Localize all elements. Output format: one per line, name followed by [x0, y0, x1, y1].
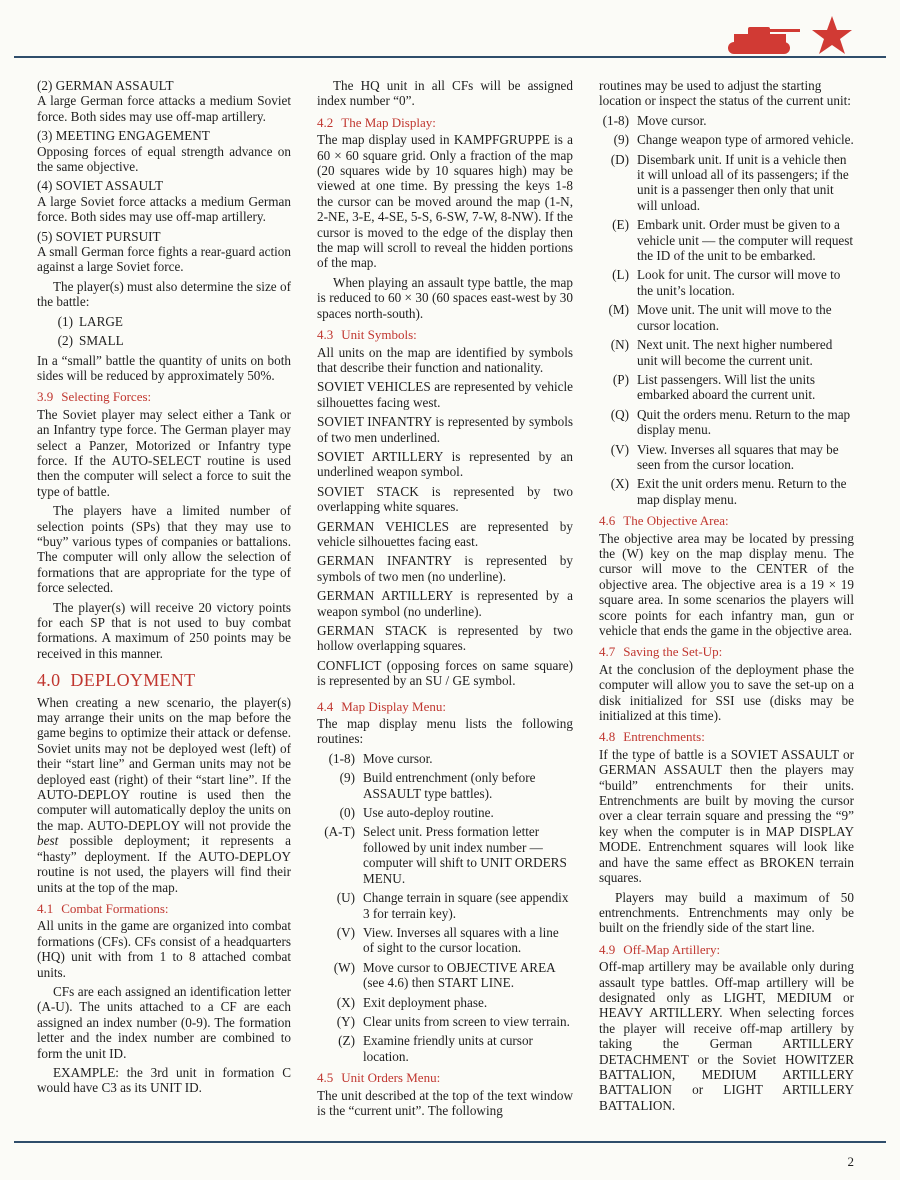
- logo: [720, 14, 860, 58]
- section-title: Unit Symbols:: [341, 327, 417, 343]
- section-heading-4-0: [37, 670, 291, 691]
- item-text: Examine friendly units at cursor location.: [363, 1033, 533, 1064]
- section-heading-4-7: [599, 644, 854, 659]
- section-title: Selecting Forces:: [61, 389, 152, 405]
- paragraph: The Soviet player may select either a Tank or an Infantry type force. The German player may select a Panzer, Motorized or Infantry type force. If the AUTO-SELECT routine is used then the computer will select a force to suit the type of battle.: [37, 406, 291, 499]
- item-key: (2): [57, 333, 73, 349]
- section-heading-4-6: [599, 513, 854, 528]
- section-title: DEPLOYMENT: [70, 670, 196, 691]
- section-number: 4.0: [37, 670, 61, 691]
- section-title: Entrenchments:: [623, 729, 705, 745]
- list-item: [599, 302, 854, 333]
- paragraph: In a “small” battle the quantity of units on both sides will be reduced by approximately 50%.: [37, 352, 291, 383]
- section-title: Combat Formations:: [61, 900, 169, 916]
- map-display-menu-list: [317, 751, 573, 1064]
- list-item: [317, 960, 573, 991]
- item-text: LARGE: [79, 313, 123, 329]
- heading-meeting-engagement: (3) MEETING ENGAGEMENT: [37, 128, 210, 144]
- paragraph: Opposing forces of equal strength advance on the same objective.: [37, 143, 291, 175]
- bottom-rule: [14, 1141, 886, 1143]
- text-run: When creating a new scenario, the player(s) may arrange their units on the map before the game begins to optimize their attack or defense. Soviet units may not be deployed west (left) of their “start line” and German units may not be deployed east (right) of their “start line”. If the AUTO-DEPLOY routine is used then the computer will automatically deploy the units on the map. AUTO-DEPLOY will not provide the: [37, 694, 291, 833]
- list-item: [599, 113, 854, 128]
- symbol-description: GERMAN ARTILLERY is represented by a weapon symbol (no underline).: [317, 588, 573, 619]
- list-item: [317, 925, 573, 956]
- item-text: Clear units from screen to view terrain.: [363, 1013, 570, 1029]
- list-item: [37, 333, 291, 348]
- section-number: 4.1: [37, 900, 54, 916]
- item-text: Select unit. Press formation letter followed by unit index number — computer will shift to UNIT ORDERS MENU.: [363, 824, 567, 886]
- item-text: Look for unit. The cursor will move to the unit’s location.: [637, 267, 841, 298]
- list-item: [317, 890, 573, 921]
- paragraph: The player(s) will receive 20 victory points for each SP that is not used to buy combat formations. A maximum of 250 points may be received in this manner.: [37, 599, 291, 661]
- item-key: (Y): [336, 1013, 355, 1029]
- column-2: [317, 78, 573, 1122]
- item-key: (0): [339, 805, 355, 821]
- symbol-description: GERMAN STACK is represented by two hollow overlapping squares.: [317, 623, 573, 654]
- paragraph: A large German force attacks a medium Soviet force. Both sides may use off-map artillery.: [37, 93, 291, 124]
- item-text: Embark unit. Order must be given to a vehicle unit — the computer will request the ID of the unit to be embarked.: [637, 217, 854, 264]
- paragraph: The map display menu lists the following routines:: [317, 716, 573, 747]
- symbol-description: CONFLICT (opposing forces on same square) is represented by an SU / GE symbol.: [317, 657, 573, 689]
- list-item: [317, 805, 573, 820]
- paragraph: All units in the game are organized into combat formations (CFs). CFs consist of a headquarters (HQ) unit with from 1 to 8 attached combat units.: [37, 918, 291, 980]
- item-key: (U): [336, 890, 355, 906]
- section-title: Off-Map Artillery:: [623, 941, 721, 957]
- heading-soviet-assault: (4) SOVIET ASSAULT: [37, 178, 164, 194]
- list-item: [317, 1033, 573, 1064]
- item-text: Change weapon type of armored vehicle.: [637, 132, 854, 148]
- item-text: Build entrenchment (only before ASSAULT type battles).: [363, 770, 536, 801]
- section-number: 4.7: [599, 644, 616, 660]
- list-item: [599, 372, 854, 403]
- item-key: (Q): [610, 406, 629, 422]
- item-text: Exit deployment phase.: [363, 994, 488, 1010]
- item-key: (V): [336, 924, 355, 940]
- section-number: 4.5: [317, 1070, 334, 1086]
- list-item: [599, 476, 854, 507]
- section-heading-4-9: [599, 942, 854, 957]
- item-text: View. Inverses all squares with a line of sight to the cursor location.: [363, 924, 559, 956]
- battle-size-list: [37, 314, 291, 349]
- section-heading-4-8: [599, 729, 854, 744]
- unit-orders-menu-list: [599, 113, 854, 507]
- emphasis: best: [37, 833, 59, 849]
- list-item: [599, 217, 854, 263]
- item-key: (N): [610, 337, 629, 353]
- item-text: Exit the unit orders menu. Return to the map display menu.: [637, 476, 847, 507]
- list-item: [317, 751, 573, 766]
- column-1: [37, 78, 291, 1100]
- item-key: (9): [339, 770, 355, 786]
- section-title: Saving the Set-Up:: [623, 644, 723, 660]
- item-text: Quit the orders menu. Return to the map display menu.: [637, 406, 851, 438]
- section-number: 4.9: [599, 941, 616, 957]
- item-key: (P): [612, 371, 629, 387]
- section-number: 3.9: [37, 389, 54, 405]
- heading-soviet-pursuit: (5) SOVIET PURSUIT: [37, 228, 161, 244]
- item-key: (L): [612, 267, 629, 283]
- item-text: Change terrain in square (see appendix 3 for terrain key).: [363, 890, 569, 921]
- item-key: (X): [336, 994, 355, 1010]
- section-heading-4-3: [317, 327, 573, 342]
- item-text: Move cursor to OBJECTIVE AREA (see 4.6) then START LINE.: [363, 959, 555, 991]
- item-key: (V): [610, 441, 629, 457]
- item-key: (1): [57, 313, 73, 329]
- item-text: SMALL: [79, 333, 124, 349]
- paragraph: The map display used in KAMPFGRUPPE is a 60 × 60 square grid. Only a fraction of the map (20 squares wide by 10 squares high) may be viewed at one time. By pressing the keys 1-8 the cursor can be moved around the map (1-N, 2-NE, 3-E, 4-SE, 5-S, 6-SW, 7-W, 8-NW). If the cursor is moved to the edge of the display then the map will scroll to reveal the hidden portions of the map.: [317, 132, 573, 271]
- paragraph: The HQ unit in all CFs will be assigned index number “0”.: [317, 78, 573, 109]
- item-text: Use auto-deploy routine.: [363, 805, 494, 821]
- item-text: Move cursor.: [363, 750, 433, 766]
- section-heading-4-2: [317, 115, 573, 130]
- list-item: [599, 442, 854, 473]
- item-key: (Z): [338, 1033, 355, 1049]
- item-text: View. Inverses all squares that may be seen from the cursor location.: [637, 441, 839, 472]
- paragraph: The players have a limited number of selection points (SPs) that they may use to “buy” various types of companies or battalions. The computer will only allow the selection of formations that are appropriate for the type of force selected.: [37, 503, 291, 596]
- item-key: (E): [612, 217, 629, 233]
- section-title: The Map Display:: [341, 114, 436, 130]
- list-item: [599, 407, 854, 438]
- paragraph: At the conclusion of the deployment phase the computer will allow you to save the set-up on a disk initialized for SSI use (disks may be initialized at this time).: [599, 661, 854, 724]
- item-text: Next unit. The next higher numbered unit will become the current unit.: [637, 337, 833, 368]
- item-key: (X): [610, 476, 629, 492]
- text-run: possible deployment; it represents a “hasty” deployment. If the AUTO-DEPLOY routine is not used, the players will find their units at the top of the map.: [37, 833, 291, 895]
- paragraph: routines may be used to adjust the starting location or inspect the status of the current unit:: [599, 78, 851, 109]
- section-heading-4-1: [37, 901, 291, 916]
- symbol-description: SOVIET INFANTRY is represented by symbols of two men underlined.: [317, 414, 573, 445]
- paragraph: Off-map artillery may be available only during assault type battles. Off-map artillery will be designated only as LIGHT, MEDIUM or HEAVY ARTILLERY. When selecting forces the player will receive off-map artillery by taking the German ARTILLERY DETACHMENT or the Soviet HOWITZER BATTALION, MEDIUM ARTILLERY BATTALION or LIGHT ARTILLERY BATTALION.: [599, 959, 854, 1113]
- paragraph: EXAMPLE: the 3rd unit in formation C would have C3 as its UNIT ID.: [37, 1064, 291, 1096]
- symbol-description: SOVIET VEHICLES are represented by vehicle silhouettes facing west.: [317, 379, 573, 410]
- section-title: Unit Orders Menu:: [341, 1070, 441, 1086]
- symbol-description: GERMAN VEHICLES are represented by vehicle silhouettes facing east.: [317, 518, 573, 549]
- section-heading-4-4: [317, 699, 573, 714]
- list-item: [317, 995, 573, 1010]
- item-key: (1-8): [602, 112, 629, 128]
- paragraph: Players may build a maximum of 50 entrenchments. Entrenchments may only be built on the friendly side of the start line.: [599, 889, 854, 936]
- item-key: (A-T): [324, 824, 355, 840]
- item-text: Move unit. The unit will move to the cursor location.: [637, 302, 832, 333]
- paragraph: CFs are each assigned an identification letter (A-U). The units attached to a CF are each assigned an index number (0-9). The formation letter and the index number are combined to form the unit ID.: [37, 983, 291, 1061]
- item-key: (9): [613, 132, 629, 148]
- section-heading-4-5: [317, 1070, 573, 1085]
- item-key: (1-8): [328, 750, 355, 766]
- paragraph: All units on the map are identified by symbols that describe their function and nationality.: [317, 344, 573, 375]
- item-key: (W): [333, 959, 355, 975]
- item-text: Move cursor.: [637, 112, 707, 128]
- section-title: Map Display Menu:: [341, 698, 446, 714]
- section-number: 4.8: [599, 729, 616, 745]
- column-3: [599, 78, 854, 1117]
- list-item: [317, 1014, 573, 1029]
- section-heading-3-9: [37, 389, 291, 404]
- section-number: 4.3: [317, 327, 334, 343]
- paragraph: A large Soviet force attacks a medium German force. Both sides may use off-map artillery.: [37, 193, 291, 225]
- heading-german-assault: (2) GERMAN ASSAULT: [37, 78, 174, 93]
- item-key: (M): [608, 302, 629, 318]
- paragraph: The player(s) must also determine the size of the battle:: [37, 278, 291, 310]
- item-text: Disembark unit. If unit is a vehicle then it will unload all of its passengers; if the unit is a passenger then only that unit will unload.: [637, 151, 849, 213]
- list-item: [599, 152, 854, 214]
- symbol-description: GERMAN INFANTRY is represented by symbols of two men (no underline).: [317, 553, 573, 584]
- item-key: (D): [610, 151, 629, 167]
- list-item: [599, 267, 854, 298]
- list-item: [317, 770, 573, 801]
- item-text: List passengers. Will list the units embarked aboard the current unit.: [637, 371, 816, 403]
- paragraph: If the type of battle is a SOVIET ASSAULT or GERMAN ASSAULT then the players may “build” entrenchments for their units. Entrenchments are built by moving the cursor over a clear terrain square and pressing the “9” key when the computer is in MAP DISPLAY MODE. Entrenchment squares will look like and have the same effect as BROKEN terrain squares.: [599, 746, 854, 886]
- section-number: 4.6: [599, 513, 616, 529]
- section-number: 4.4: [317, 698, 334, 714]
- tank-icon: [728, 27, 800, 54]
- list-item: [599, 132, 854, 147]
- paragraph: The objective area may be located by pressing the (W) key on the map display menu. The cursor will move to the CENTER of the objective area. The objective area is a 19 × 19 square area. In some scenarios the players will score points for each infantry man, gun or vehicle that ends the game in the objective area.: [599, 530, 854, 638]
- page-number: 2: [847, 1154, 854, 1169]
- symbol-description: SOVIET STACK is represented by two overlapping white squares.: [317, 483, 573, 515]
- list-item: [37, 314, 291, 329]
- symbol-description: SOVIET ARTILLERY is represented by an underlined weapon symbol.: [317, 448, 573, 480]
- paragraph: When playing an assault type battle, the map is reduced to 60 × 30 (60 spaces east-west by 30 spaces north-south).: [317, 274, 573, 321]
- paragraph: [37, 695, 291, 895]
- section-number: 4.2: [317, 114, 334, 130]
- red-star-icon: [812, 16, 852, 54]
- list-item: [599, 337, 854, 368]
- list-item: [317, 824, 573, 886]
- section-title: The Objective Area:: [623, 513, 729, 529]
- paragraph: The unit described at the top of the text window is the “current unit”. The following: [317, 1087, 573, 1118]
- paragraph: A small German force fights a rear-guard action against a large Soviet force.: [37, 244, 291, 275]
